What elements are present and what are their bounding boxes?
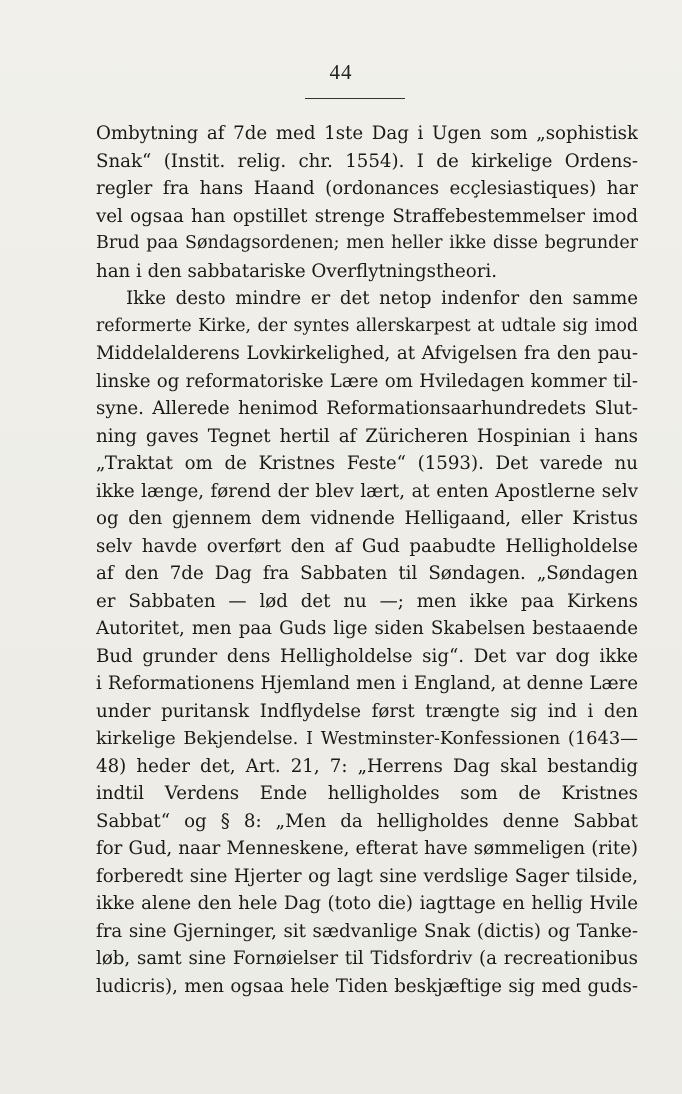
text-line: ikke alene den hele Dag (toto die) iagttage en hellig Hvile [96,893,638,914]
text-line: Snak“ (Instit. relig. chr. 1554). I de kirkelige Ordens- [96,150,638,172]
header-rule [305,98,405,99]
text-line: han i den sabbatariske Overflytningstheori. [96,260,498,282]
text-line: Bud grunder dens Helligholdelse sig“. Det var dog ikke [96,645,638,667]
text-line: ikke længe, førend der blev lært, at enten Apostlerne selv [96,480,638,502]
text-line: forberedt sine Hjerter og lagt sine verdslige Sager tilside, [96,865,638,887]
text-line: ning gaves Tegnet hertil af Züricheren Hospinian i hans [96,425,638,447]
text-line: og den gjennem dem vidnende Helligaand, eller Kristus [96,508,638,529]
text-line: løb, samt sine Fornøielser til Tidsfordriv (a recreationibus [96,948,638,969]
text-line: fra sine Gjerninger, sit sædvanlige Snak (dictis) og Tanke- [96,920,638,942]
text-line: vel ogsaa han opstillet strenge Straffebestemmelser imod [96,205,638,227]
text-line: i Reformationens Hjemland men i England, at denne Lære [96,673,638,694]
text-line: er Sabbaten — lød det nu —; men ikke paa Kirkens [96,590,638,612]
text-line: „Traktat om de Kristnes Feste“ (1593). Det varede nu [96,453,638,474]
text-line: Autoritet, men paa Guds lige siden Skabelsen bestaaende [96,618,638,639]
text-line: Ombytning af 7de med 1ste Dag i Ugen som „sophistisk [96,123,638,144]
text-line: under puritansk Indflydelse først trængte sig ind i den [96,700,638,722]
text-line: reformerte Kirke, der syntes allerskarpest at udtale sig imod [96,315,638,336]
body-text [96,120,638,1000]
text-line: Ikke desto mindre er det netop indenfor den samme [126,288,638,309]
text-line: regler fra hans Haand (ordonances ecçlesiastiques) har [96,178,638,199]
text-line: syne. Allerede henimod Reformationsaarhundredets Slut- [96,398,638,419]
text-line: linske og reformatoriske Lære om Hviledagen kommer til- [96,370,638,392]
text-line: Middelalderens Lovkirkelighed, at Afvigelsen fra den pau- [96,343,638,364]
text-line: 48) heder det, Art. 21, 7: „Herrens Dag skal bestandig [96,755,638,777]
text-line: Sabbat“ og § 8: „Men da helligholdes denne Sabbat [96,810,638,832]
text-line: ludicris), men ogsaa hele Tiden beskjæftige sig med guds- [96,975,638,997]
text-line: for Gud, naar Menneskene, efterat have sømmeligen (rite) [96,838,638,859]
text-line: indtil Verdens Ende helligholdes som de Kristnes [96,783,638,804]
text-line: Brud paa Søndagsordenen; men heller ikke disse begrunder [96,233,638,253]
text-line: kirkelige Bekjendelse. I Westminster-Konfessionen (1643— [96,728,638,749]
text-line: af den 7de Dag fra Sabbaten til Søndagen. „Søndagen [96,563,638,584]
text-line: selv havde overført den af Gud paabudte Helligholdelse [96,535,638,557]
page-number: 44 [329,60,353,84]
